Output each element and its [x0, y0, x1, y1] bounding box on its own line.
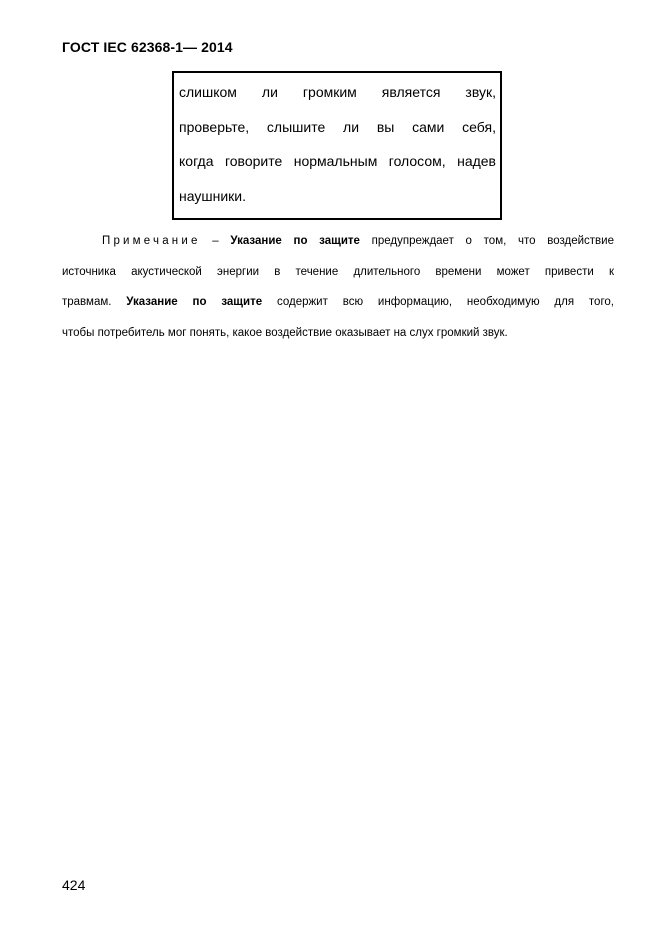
note-dash: – — [200, 235, 231, 247]
note-text: травмам. — [62, 296, 127, 308]
page-number: 424 — [62, 877, 86, 893]
note-line-4: чтобы потребитель мог понять, какое воздействие оказывает на слух громкий звук. — [62, 326, 508, 339]
warning-line: когда говорите нормальным голосом, надев — [179, 153, 496, 169]
note-text: содержит всю информацию, необходимую для того, — [262, 296, 614, 308]
note-line-3 — [62, 287, 614, 318]
note-paragraph — [62, 226, 614, 348]
note-term: Указание по защите — [126, 296, 263, 308]
warning-line: наушники. — [179, 187, 246, 204]
note-term: Указание по защите — [230, 235, 360, 247]
warning-text-box — [172, 71, 502, 220]
note-text: предупреждает о том, что воздействие — [359, 235, 614, 247]
document-header: ГОСТ IEC 62368-1— 2014 — [62, 39, 233, 55]
note-line-2: источника акустической энергии в течение длительного времени может привести к — [62, 265, 614, 278]
warning-line: слишком ли громким является звук, — [179, 84, 496, 100]
warning-line: проверьте, слышите ли вы сами себя, — [179, 118, 496, 135]
note-label: Примечание — [102, 235, 201, 247]
note-line-1 — [62, 226, 614, 257]
